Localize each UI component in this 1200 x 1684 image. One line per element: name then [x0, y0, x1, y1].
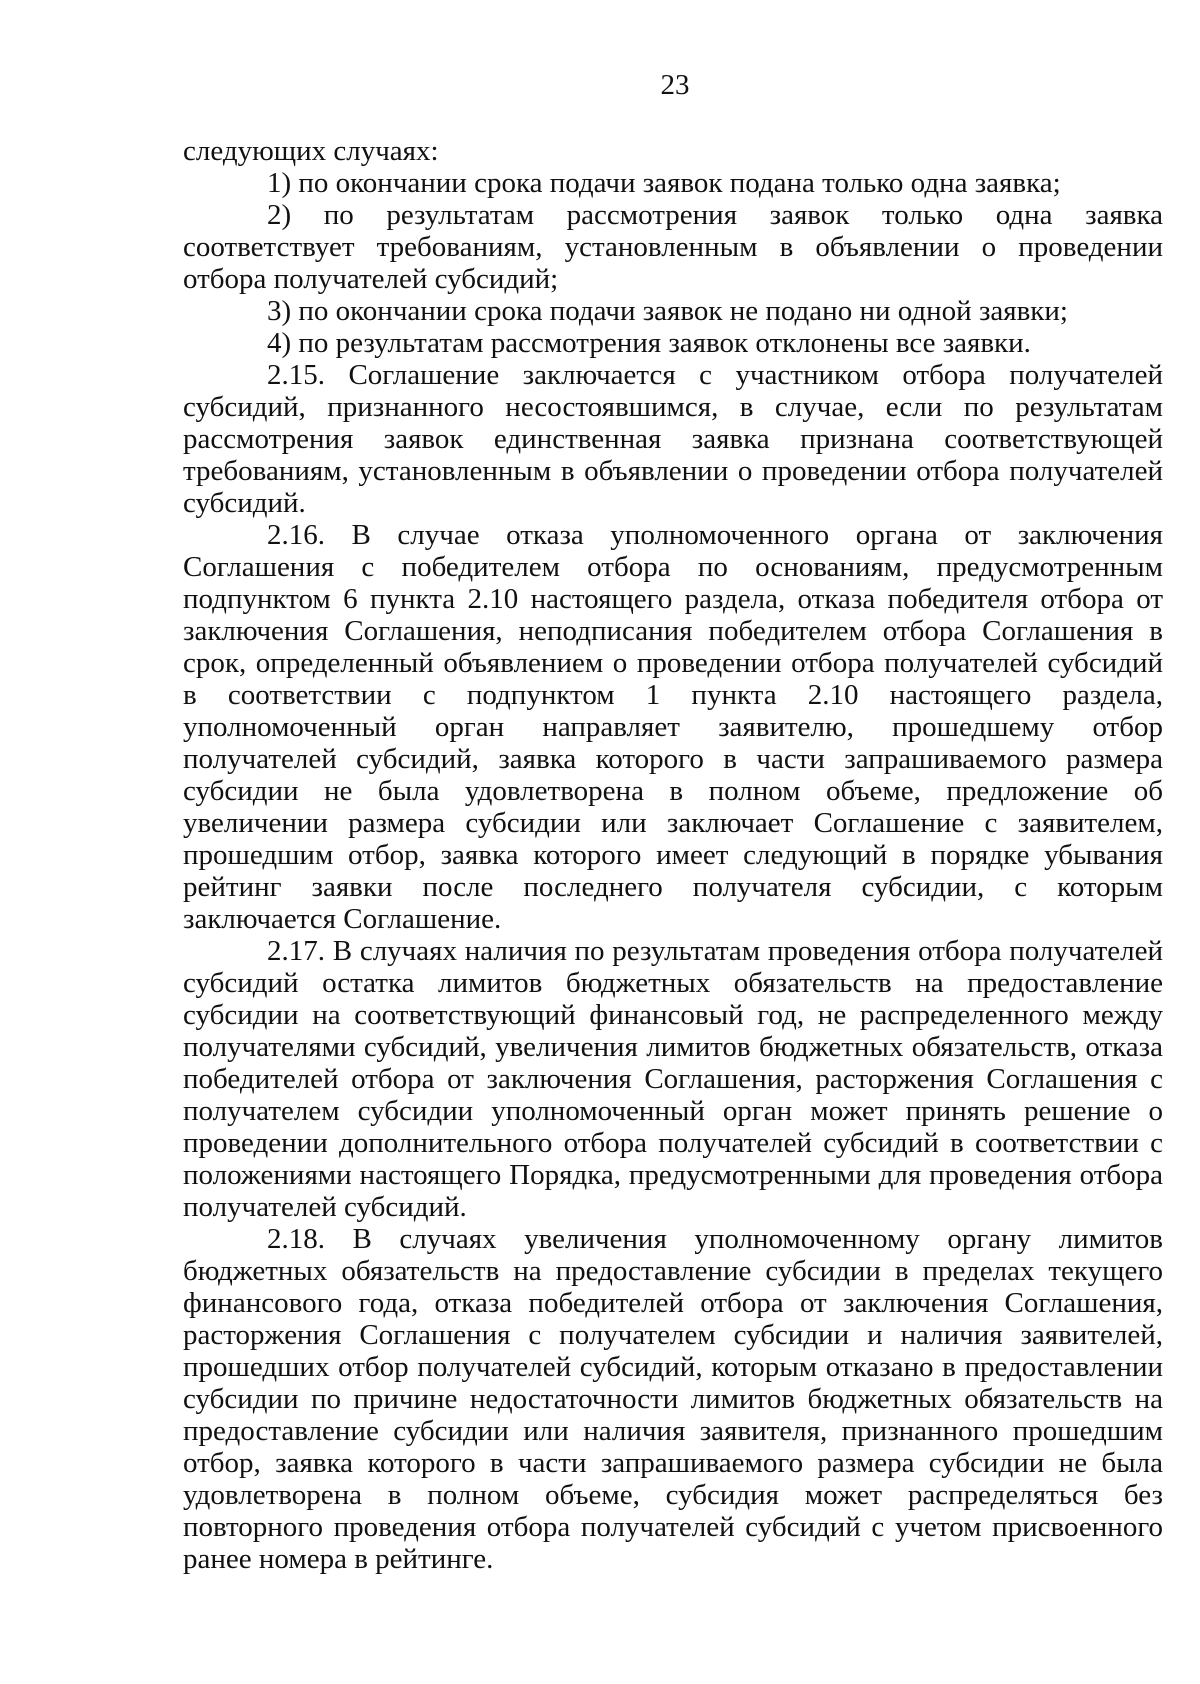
clause-2-16: 2.16. В случае отказа уполномоченного органа от заключения Соглашения с победителем отбора по основаниям, предусмотренным подпунктом 6 пункта 2.10 настоящего раздела, отказа победителя отбора от заключения Соглашения, неподписания победителем отбора Соглашения в срок, определенный объявлением о проведении отбора получателей субсидий в соответствии с подпунктом 1 пункта 2.10 настоящего раздела, уполномоченный орган направляет заявителю, прошедшему отбор получателей субсидий, заявка которого в части запрашиваемого размера субсидии не была удовлетворена в полном объеме, предложение об увеличении размера субсидии или заключает Соглашение с заявителем, прошедшим отбор, заявка которого имеет следующий в порядке убывания рейтинг заявки после последнего получателя субсидии, с которым заключается Соглашение.: [183, 519, 1163, 935]
clause-2-17: 2.17. В случаях наличия по результатам проведения отбора получателей субсидий остатка лимитов бюджетных обязательств на предоставление субсидии на соответствующий финансовый год, не распределенного между получателями субсидий, увеличения лимитов бюджетных обязательств, отказа победителей отбора от заключения Соглашения, расторжения Соглашения с получателем субсидии уполномоченный орган может принять решение о проведении дополнительного отбора получателей субсидий в соответствии с положениями настоящего Порядка, предусмотренными для проведения отбора получателей субсидий.: [183, 935, 1163, 1223]
clause-2-15: 2.15. Соглашение заключается с участником отбора получателей субсидий, признанного несостоявшимся, в случае, если по результатам рассмотрения заявок единственная заявка признана соответствующей требованиям, установленным в объявлении о проведении отбора получателей субсидий.: [183, 359, 1163, 519]
paragraph-continuation: следующих случаях:: [183, 135, 439, 167]
clause-2-18: 2.18. В случаях увеличения уполномоченному органу лимитов бюджетных обязательств на предоставление субсидии в пределах текущего финансового года, отказа победителей отбора от заключения Соглашения, расторжения Соглашения с получателем субсидии и наличия заявителей, прошедших отбор получателей субсидий, которым отказано в предоставлении субсидии по причине недостаточности лимитов бюджетных обязательств на предоставление субсидии или наличия заявителя, признанного прошедшим отбор, заявка которого в части запрашиваемого размера субсидии не была удовлетворена в полном объеме, субсидия может распределяться без повторного проведения отбора получателей субсидий с учетом присвоенного ранее номера в рейтинге.: [183, 1223, 1163, 1575]
page-number: 23: [660, 69, 690, 101]
document-body: [183, 135, 1163, 1575]
list-item-3: 3) по окончании срока подачи заявок не подано ни одной заявки;: [267, 295, 1068, 327]
list-item-1: 1) по окончании срока подачи заявок подана только одна заявка;: [267, 167, 1061, 199]
list-item-2: 2) по результатам рассмотрения заявок только одна заявка соответствует требованиям, установленным в объявлении о проведении отбора получателей субсидий;: [183, 199, 1163, 295]
list-item-4: 4) по результатам рассмотрения заявок отклонены все заявки.: [267, 327, 1031, 359]
